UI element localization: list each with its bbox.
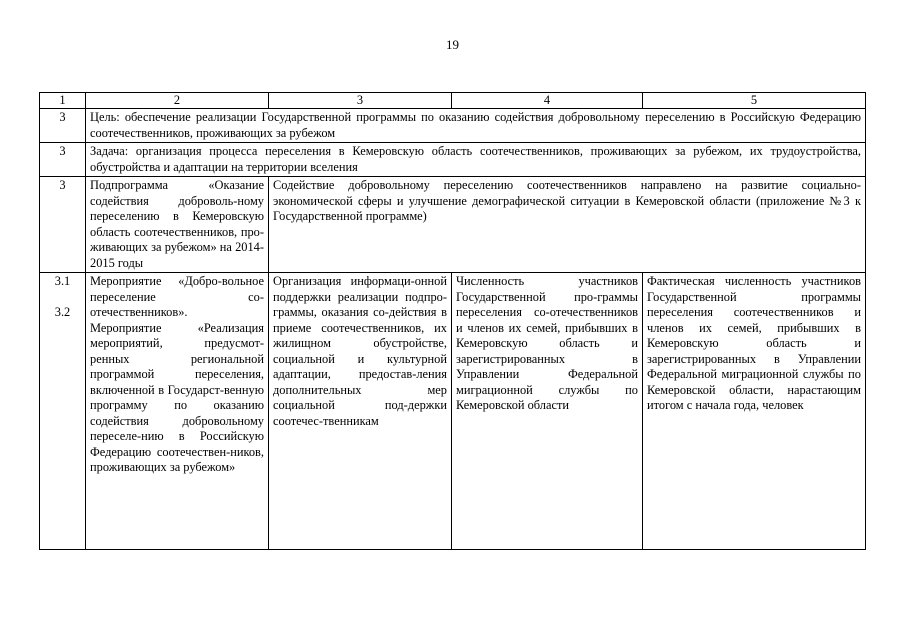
subprogram-row: [40, 177, 866, 273]
task-row-number: 3: [40, 143, 86, 177]
measures-names: [86, 273, 269, 550]
subprogram-description: Содействие добровольному переселению соотечественников направлено на развитие социально-экономической сферы и улучшение демографической ситуации в Кемеровской области (приложение №3 к Государственной программе): [269, 177, 866, 273]
subprogram-name: Подпрограмма «Оказание содействия доброволь-ному переселению в Кемеровскую область соотечественников, про-живающих за рубежом» на 2014-2015 годы: [86, 177, 269, 273]
measures-activities: Организация информаци-онной поддержки реализации подпро-граммы, оказания со-действия в приеме соотечественников, их жилищном обустройстве, социальной и культурной адаптации, предостав-ления дополнительных мер социальной под-держки соотечес-твенникам: [269, 273, 452, 550]
subprogram-row-number: 3: [40, 177, 86, 273]
task-text: Задача: организация процесса переселения в Кемеровскую область соотечественников, проживающих за рубежом, их трудоустройства, обустройства и адаптации на территории вселения: [86, 143, 866, 177]
program-table: [39, 92, 866, 550]
header-cell-1: 1: [40, 93, 86, 109]
header-cell-3: 3: [269, 93, 452, 109]
measures-indicator: Численность участников Государственной про-граммы переселения со-отечественников и членов их семей, прибывших в Кемеровскую область и зарегистрированных в Управлении Федеральной миграционной службы по Кемеровской области: [452, 273, 643, 550]
page-number: 19: [446, 37, 459, 52]
measures-row-numbers: [40, 273, 86, 550]
header-cell-4: 4: [452, 93, 643, 109]
header-cell-5: 5: [643, 93, 866, 109]
goal-row: [40, 109, 866, 143]
table-header-row: [40, 93, 866, 109]
goal-row-number: 3: [40, 109, 86, 143]
measure-number-1: 3.1: [54, 274, 71, 288]
measure-1-name: Мероприятие «Добро-вольное переселение со-отечественников».: [90, 274, 264, 319]
measures-indicator-cumulative: Фактическая численность участников Государственной программы переселения соотечественников и членов их семей, прибывших в Кемеровскую область и зарегистрированных в Управлении Федеральной миграционной службы по Кемеровской области, нарастающим итогом с начала года, человек: [643, 273, 866, 550]
header-cell-2: 2: [86, 93, 269, 109]
measure-number-2: 3.2: [54, 304, 71, 319]
measure-2-name: Мероприятие «Реализация мероприятий, предусмот-ренных региональной программой переселения, включенной в Государст-венную программу по оказанию содействия добровольному переселе-нию в Российскую Федерацию соотечествен-ников, проживающих за рубежом»: [90, 320, 264, 474]
task-row: [40, 143, 866, 177]
measures-row: [40, 273, 866, 550]
goal-text: Цель: обеспечение реализации Государственной программы по оказанию содействия добровольному переселению в Российскую Федерацию соотечественников, проживающих за рубежом: [86, 109, 866, 143]
